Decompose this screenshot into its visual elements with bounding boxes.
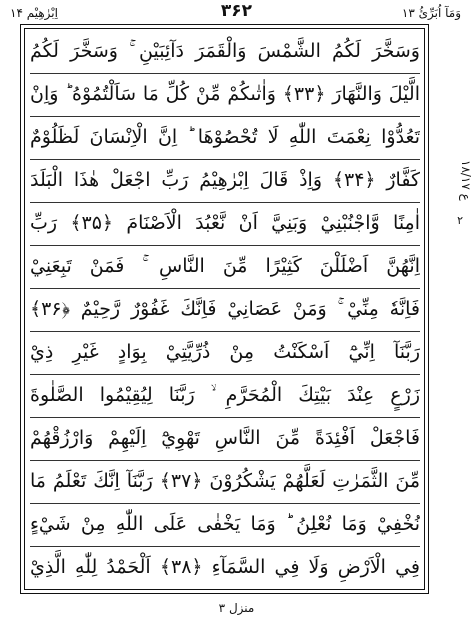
ruku-number: ۲ <box>457 214 463 227</box>
text-line-12: نُخْفِيْ وَمَا نُعْلِنُ ؕ وَمَا يَخْفٰى عَلَى اللّٰهِ مِنْ شَيْءٍ <box>30 513 420 535</box>
text-line-1: وَسَخَّرَ لَكُمُ الشَّمْسَ وَالْقَمَرَ دَآئِبَيْنِ ۚ وَسَخَّرَ لَكُمُ <box>30 40 420 62</box>
text-line-6: اِنَّهُنَّ اَضْلَلْنَ كَثِيْرًا مِّنَ النَّاسِ ۚ فَمَنْ تَبِعَنِيْ <box>30 255 420 277</box>
page-number: ۳۶۲ <box>220 1 253 21</box>
surah-name: اِبْرٰهِيْم ۱۴ <box>10 6 58 20</box>
text-line-10: فَاجْعَلْ اَفْئِدَةً مِّنَ النَّاسِ تَهْوِيْٓ اِلَيْهِمْ وَارْزُقْهُمْ <box>30 427 420 449</box>
text-line-3: تَعُدُّوْا نِعْمَتَ اللّٰهِ لَا تُحْصُوْهَا ؕ اِنَّ الْاِنْسَانَ لَظَلُوْمٌ <box>30 126 420 148</box>
ruku-marker: ع ۱۸/۱۷ <box>459 160 473 201</box>
para-name: وَمَآ اُبَرِّئُ ۱۳ <box>401 6 461 20</box>
text-line-13: فِي الْاَرْضِ وَلَا فِي السَّمَآءِ ﴿۳۸﴾ اَلْحَمْدُ لِلّٰهِ الَّذِيْ <box>30 556 420 578</box>
text-line-7: فَاِنَّهٗ مِنِّيْ ۚ وَمَنْ عَصَانِيْ فَاِنَّكَ غَفُوْرٌ رَّحِيْمٌ ﴿۳۶﴾ <box>30 298 420 320</box>
text-line-11: مِّنَ الثَّمَرٰتِ لَعَلَّهُمْ يَشْكُرُوْنَ ﴿۳۷﴾ رَبَّنَآ اِنَّكَ تَعْلَمُ مَا <box>30 470 420 492</box>
text-line-8: رَبَّنَآ اِنِّيْٓ اَسْكَنْتُ مِنْ ذُرِّيَّتِيْ بِوَادٍ غَيْرِ ذِيْ <box>30 341 420 363</box>
text-line-2: الَّيْلَ وَالنَّهَارَ ﴿۳۳﴾ وَاٰتٰىكُمْ مِّنْ كُلِّ مَا سَاَلْتُمُوْهُ ؕ وَاِنْ <box>30 83 420 105</box>
text-line-5: اٰمِنًا وَّاجْنُبْنِيْ وَبَنِيَّ اَنْ نَّعْبُدَ الْاَصْنَامَ ﴿۳۵﴾ رَبِّ <box>30 212 420 234</box>
text-line-9: زَرْعٍ عِنْدَ بَيْتِكَ الْمُحَرَّمِ ۙ رَبَّنَا لِيُقِيْمُوا الصَّلٰوةَ <box>30 384 420 406</box>
text-line-4: كَفَّارٌ ﴿۳۴﴾ وَاِذْ قَالَ اِبْرٰهِيْمُ رَبِّ اجْعَلْ هٰذَا الْبَلَدَ <box>30 169 420 191</box>
manzil-footer: منزل ۳ <box>218 601 255 615</box>
